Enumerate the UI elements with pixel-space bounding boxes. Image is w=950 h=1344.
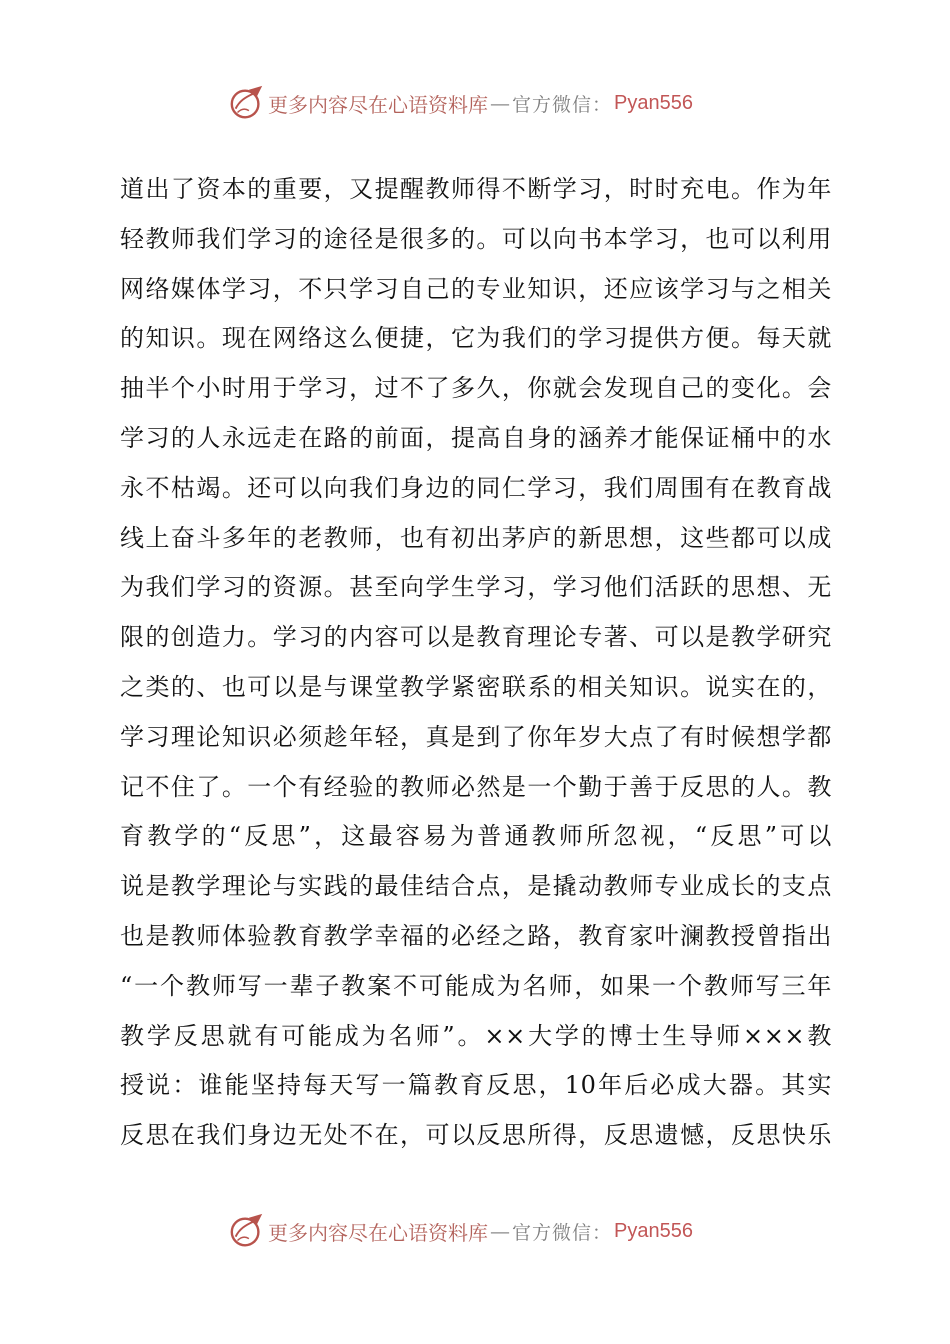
body-paragraph xyxy=(120,165,832,1161)
text-line: 学习的人永远走在路的前面，提高自身的涵养才能保证桶中的水 xyxy=(120,423,832,452)
text-line: 教学反思就有可能成为名师”。××大学的博士生导师×××教 xyxy=(120,1021,832,1050)
banner-wechat-id: Pyan556 xyxy=(614,91,693,114)
text-line: 之类的、也可以是与课堂教学紧密联系的相关知识。说实在的， xyxy=(120,672,832,701)
header-banner xyxy=(0,83,950,123)
pen-logo-icon xyxy=(228,1212,266,1250)
text-line: 学习理论知识必须趁年轻，真是到了你年岁大点了有时候想学都 xyxy=(120,722,832,751)
text-line: 记不住了。一个有经验的教师必然是一个勤于善于反思的人。教 xyxy=(120,772,832,801)
banner-site-name: 更多内容尽在心语资料库 xyxy=(268,1220,488,1245)
banner-wechat-label: 官方微信： xyxy=(512,1221,613,1244)
banner-separator: — xyxy=(490,1219,510,1243)
text-line: 道出了资本的重要，又提醒教师得不断学习，时时充电。作为年 xyxy=(120,175,832,203)
banner-wechat-id: Pyan556 xyxy=(614,1219,693,1242)
text-line: 为我们学习的资源。甚至向学生学习，学习他们活跃的思想、无 xyxy=(120,573,832,602)
text-line: 限的创造力。学习的内容可以是教育理论专著、可以是教学研究 xyxy=(120,623,832,652)
text-line: 的知识。现在网络这么便捷，它为我们的学习提供方便。每天就 xyxy=(120,324,832,353)
banner-wechat-label: 官方微信： xyxy=(512,93,613,116)
footer-banner xyxy=(0,1211,950,1251)
pen-logo-icon xyxy=(228,84,266,122)
text-line: 永不枯竭。还可以向我们身边的同仁学习，我们周围有在教育战 xyxy=(120,473,832,502)
banner-site-name: 更多内容尽在心语资料库 xyxy=(268,92,488,117)
text-line: 抽半个小时用于学习，过不了多久，你就会发现自己的变化。会 xyxy=(120,374,832,403)
text-line: 网络媒体学习，不只学习自己的专业知识，还应该学习与之相关 xyxy=(120,274,832,303)
text-line: 反思在我们身边无处不在，可以反思所得，反思遗憾，反思快乐 xyxy=(120,1121,832,1150)
text-line: 线上奋斗多年的老教师，也有初出茅庐的新思想，这些都可以成 xyxy=(120,523,832,552)
text-line: “一个教师写一辈子教案不可能成为名师，如果一个教师写三年 xyxy=(120,971,832,1000)
text-line: 育教学的“反思”，这最容易为普通教师所忽视，“反思”可以 xyxy=(120,822,832,851)
text-line: 轻教师我们学习的途径是很多的。可以向书本学习，也可以利用 xyxy=(120,224,832,253)
banner-separator: — xyxy=(490,91,510,115)
text-line: 也是教师体验教育教学幸福的必经之路，教育家叶澜教授曾指出 xyxy=(120,921,832,950)
text-line: 说是教学理论与实践的最佳结合点，是撬动教师专业成长的支点 xyxy=(120,872,832,901)
text-line: 授说：谁能坚持每天写一篇教育反思，10年后必成大器。其实 xyxy=(120,1071,832,1100)
